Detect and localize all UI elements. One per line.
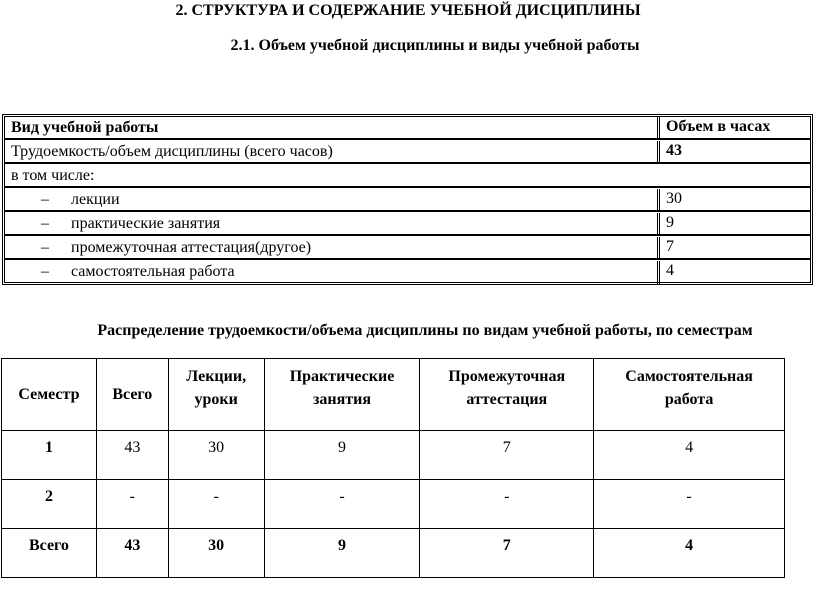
item-label: самостоятельная работа <box>71 263 235 280</box>
table-row <box>5 213 810 236</box>
table-header-row <box>5 117 810 140</box>
table-row <box>5 261 810 284</box>
cell: 7 <box>420 529 594 578</box>
including-label: в том числе: <box>11 167 95 184</box>
cell: 4 <box>594 529 785 578</box>
cell: 30 <box>168 431 264 480</box>
cell: - <box>168 480 264 529</box>
item-value: 4 <box>666 262 674 279</box>
item-value: 9 <box>666 214 674 231</box>
total-value: 43 <box>666 142 682 159</box>
total-row <box>5 141 810 164</box>
cell: - <box>594 480 785 529</box>
table-row <box>2 431 785 480</box>
workload-table <box>2 114 813 285</box>
including-row <box>5 165 810 188</box>
header-semester: Семестр <box>2 359 97 431</box>
cell: 9 <box>264 529 420 578</box>
table-header-row <box>2 359 785 431</box>
header-hours: Объем в часах <box>666 118 771 135</box>
dash: – <box>41 263 49 280</box>
cell: - <box>96 480 168 529</box>
item-value: 30 <box>666 190 682 207</box>
cell: - <box>420 480 594 529</box>
semester-table <box>1 358 785 578</box>
cell: 4 <box>594 431 785 480</box>
header-total: Всего <box>96 359 168 431</box>
item-label: лекции <box>71 191 120 208</box>
table-row <box>5 237 810 260</box>
dash: – <box>41 215 49 232</box>
item-label: промежуточная аттестация(другое) <box>71 239 312 256</box>
cell: 7 <box>420 431 594 480</box>
dash: – <box>41 239 49 256</box>
section-heading: 2. СТРУКТУРА И СОДЕРЖАНИЕ УЧЕБНОЙ ДИСЦИПЛИНЫ <box>175 2 641 19</box>
distribution-caption: Распределение трудоемкости/объема дисциплины по видам учебной работы, по семестрам <box>97 322 753 339</box>
cell: 1 <box>2 431 97 480</box>
header-lectures: Лекции, уроки <box>168 359 264 431</box>
subsection-heading: 2.1. Объем учебной дисциплины и виды учебной работы <box>230 37 640 54</box>
header-intermediate: Промежуточная аттестация <box>420 359 594 431</box>
item-value: 7 <box>666 238 674 255</box>
cell: - <box>264 480 420 529</box>
table-row <box>5 189 810 212</box>
cell: 9 <box>264 431 420 480</box>
item-label: практические занятия <box>71 215 221 232</box>
table-row-total <box>2 529 785 578</box>
header-work-type: Вид учебной работы <box>11 119 159 136</box>
table-row <box>2 480 785 529</box>
cell: 2 <box>2 480 97 529</box>
total-label: Трудоемкость/объем дисциплины (всего часов) <box>11 143 333 160</box>
cell: Всего <box>2 529 97 578</box>
header-practical: Практические занятия <box>264 359 420 431</box>
dash: – <box>41 191 49 208</box>
cell: 43 <box>96 529 168 578</box>
cell: 30 <box>168 529 264 578</box>
header-independent: Самостоятельная работа <box>594 359 785 431</box>
cell: 43 <box>96 431 168 480</box>
